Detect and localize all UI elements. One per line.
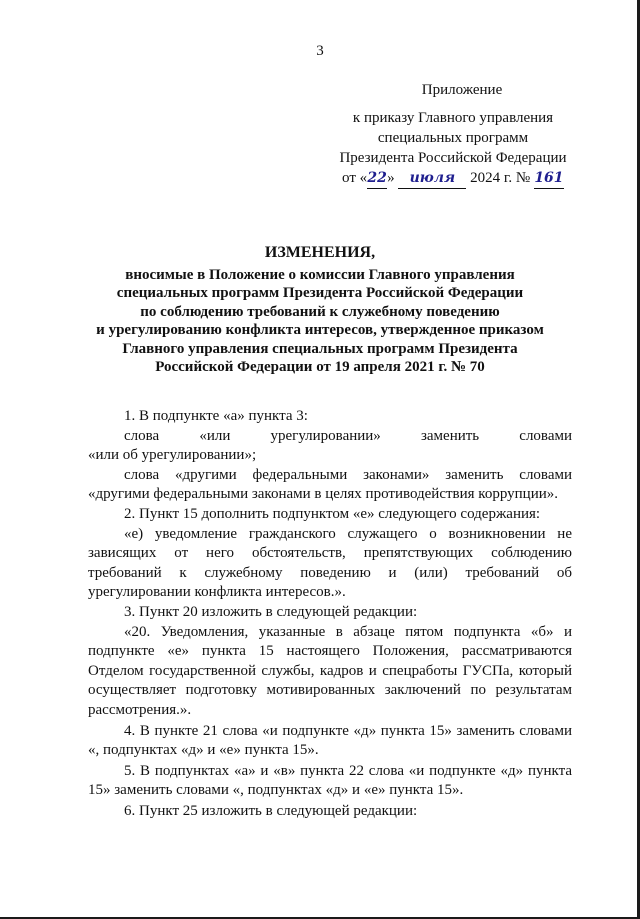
paragraph-2a: слова «или урегулировании» заменить словами [124, 427, 572, 444]
document-body [88, 407, 572, 821]
page-number: 3 [316, 43, 324, 59]
paragraph-7: «20. Уведомления, указанные в абзаце пятом подпункта «б» и подпункте «е» пункта 15 настоящего Положения, рассматриваются Отделом государственной службы, кадров и спецработы ГУСПа, который осуществляет подготовку мотивированных заключений по результатам рассмотрения.». [88, 623, 572, 718]
order-number: 161 [534, 168, 564, 189]
paragraph-1: 1. В подпункте «а» пункта 3: [124, 408, 308, 424]
heading-line: по соблюдению требований к служебному поведению [140, 303, 500, 320]
date-year: 2024 г. № [470, 170, 531, 186]
heading-line: и урегулированию конфликта интересов, утвержденное приказом [96, 322, 544, 338]
heading-line: Российской Федерации от 19 апреля 2021 г. № 70 [155, 359, 485, 375]
appendix-line-1: к приказу Главного управления [352, 110, 554, 126]
paragraph-8: 4. В пункте 21 слова «и подпункте «д» пункта 15» заменить словами «, подпунктах «д» и «е» пункта 15». [88, 722, 572, 759]
heading-line: Главного управления специальных программ Президента [122, 340, 518, 357]
date-month: июля [398, 168, 466, 189]
paragraph-6: 3. Пункт 20 изложить в следующей редакции: [124, 603, 418, 620]
heading-line: вносимые в Положение о комиссии Главного управления [125, 266, 515, 283]
paragraph-2b: «или об урегулировании»; [88, 447, 257, 464]
heading-line: специальных программ Президента Российской Федерации [116, 285, 524, 301]
appendix-line-3: Президента Российской Федерации [339, 150, 567, 166]
appendix-block [318, 80, 588, 189]
appendix-date-line [318, 168, 588, 189]
paragraph-4: 2. Пункт 15 дополнить подпунктом «е» следующего содержания: [124, 505, 541, 522]
paragraph-3a: слова «другими федеральными законами» заменить словами [124, 466, 572, 483]
date-quote: » [387, 170, 395, 186]
paragraph-10: 6. Пункт 25 изложить в следующей редакции: [124, 802, 418, 819]
appendix-title: Приложение [421, 82, 503, 98]
heading-title: ИЗМЕНЕНИЯ, [264, 244, 376, 261]
paragraph-9: 5. В подпунктах «а» и «в» пункта 22 слова «и подпункте «д» пункта 15» заменить словами «, подпунктах «д» и «е» пункта 15». [88, 762, 572, 799]
paragraph-3b: «другими федеральными законами в целях противодействия коррупции». [88, 486, 558, 503]
appendix-line-2: специальных программ [377, 130, 529, 146]
paragraph-5: «е) уведомление гражданского служащего о возникновении не зависящих от него обстоятельств, препятствующих соблюдению требований к служебному поведению и (или) требований об урегулировании конфликта интересов.». [88, 525, 572, 601]
document-heading [70, 244, 570, 377]
date-day: 22 [367, 168, 387, 189]
date-prefix: от « [342, 170, 368, 186]
